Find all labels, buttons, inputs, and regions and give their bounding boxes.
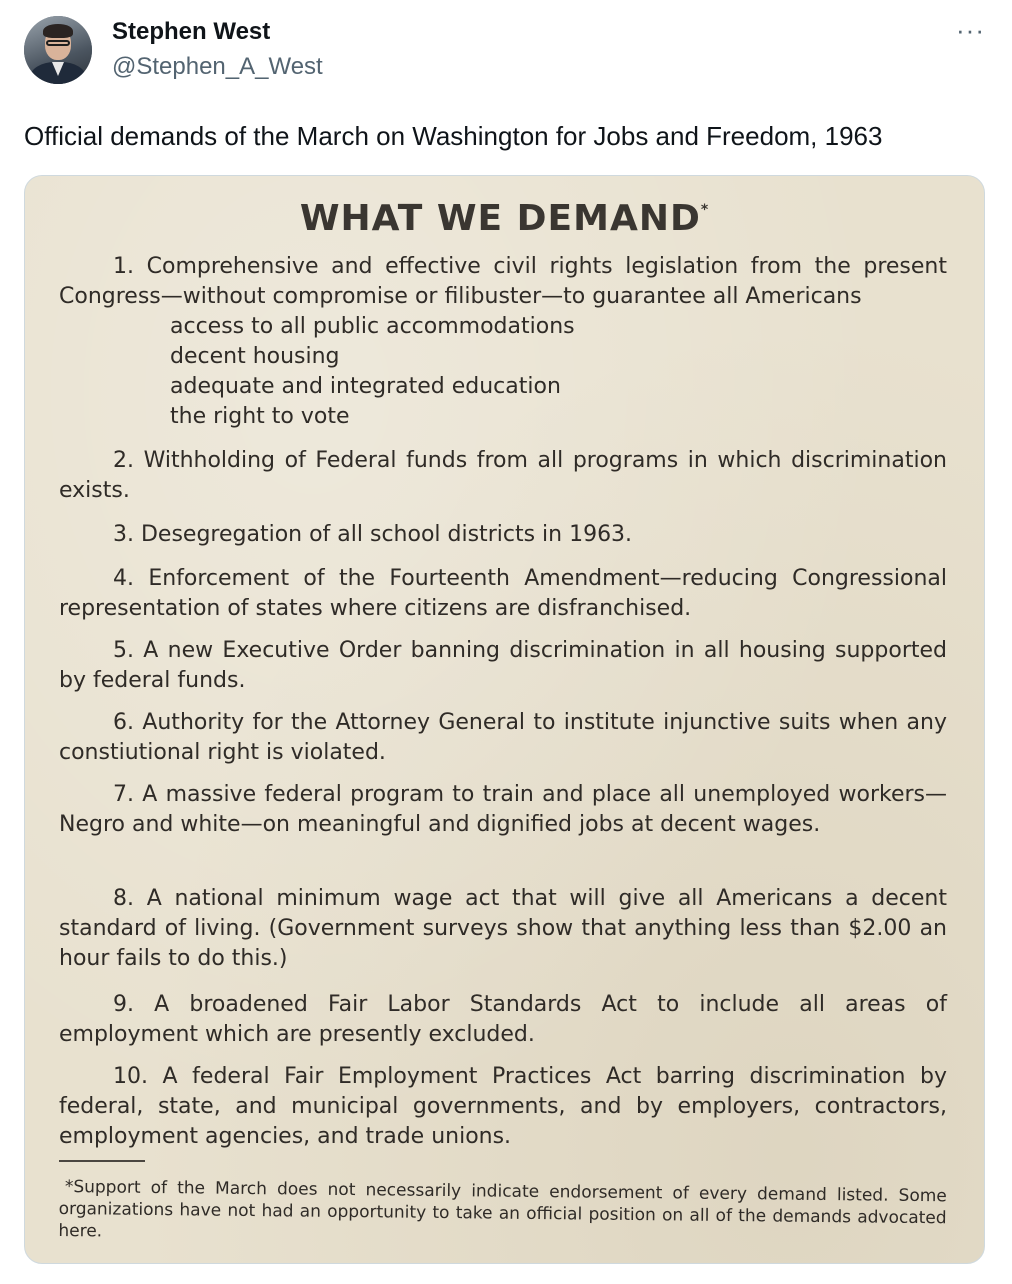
demand-item-1: 1. Comprehensive and effective civil rights legislation from the present Congress—without compromise or filibuster—to guarantee all Americans <box>59 254 947 309</box>
demand-1-sub-1: access to all public accommodations <box>170 314 575 339</box>
demand-item-5: 5. A new Executive Order banning discrimination in all housing supported by federal funds. <box>59 638 947 693</box>
tweet-image[interactable] <box>24 175 985 1264</box>
document-title-mark: * <box>700 202 710 218</box>
avatar[interactable] <box>24 16 92 84</box>
tweet-text: Official demands of the March on Washington for Jobs and Freedom, 1963 <box>24 121 883 151</box>
more-options-icon[interactable]: ··· <box>956 15 985 45</box>
demand-item-3: 3. Desegregation of all school districts in 1963. <box>113 522 633 547</box>
footnote: *Support of the March does not necessarily indicate endorsement of every demand listed. Some organizations have not had an opportunity to take an official position on all of the demands advocated here. <box>58 1177 947 1242</box>
demand-item-10: 10. A federal Fair Employment Practices Act barring discrimination by federal, state, and municipal governments, and by employers, contractors, employment agencies, and trade unions. <box>59 1064 947 1149</box>
document-title <box>25 198 984 239</box>
demand-1-sub-2: decent housing <box>170 344 340 369</box>
document-title-text: WHAT WE DEMAND <box>299 198 701 239</box>
demand-1-sub-4: the right to vote <box>170 404 350 429</box>
avatar-hair <box>43 24 73 38</box>
demand-item-6: 6. Authority for the Attorney General to institute injunctive suits when any constiutional right is violated. <box>59 710 947 765</box>
author-name[interactable]: Stephen West <box>112 18 271 45</box>
demand-item-4: 4. Enforcement of the Fourteenth Amendment—reducing Congressional representation of states where citizens are disfranchised. <box>59 566 947 621</box>
demand-item-9: 9. A broadened Fair Labor Standards Act to include all areas of employment which are presently excluded. <box>59 992 947 1047</box>
author-handle[interactable]: @Stephen_A_West <box>112 53 323 80</box>
footnote-divider <box>59 1160 145 1162</box>
demand-1-sub-3: adequate and integrated education <box>170 374 561 399</box>
demand-item-7: 7. A massive federal program to train and place all unemployed workers—Negro and white—on meaningful and dignified jobs at decent wages. <box>59 782 947 837</box>
demand-item-8: 8. A national minimum wage act that will give all Americans a decent standard of living. (Government surveys show that anything less than $2.00 an hour fails to do this.) <box>59 886 947 971</box>
demand-item-2: 2. Withholding of Federal funds from all programs in which discrimination exists. <box>59 448 947 503</box>
avatar-glasses <box>46 40 70 46</box>
